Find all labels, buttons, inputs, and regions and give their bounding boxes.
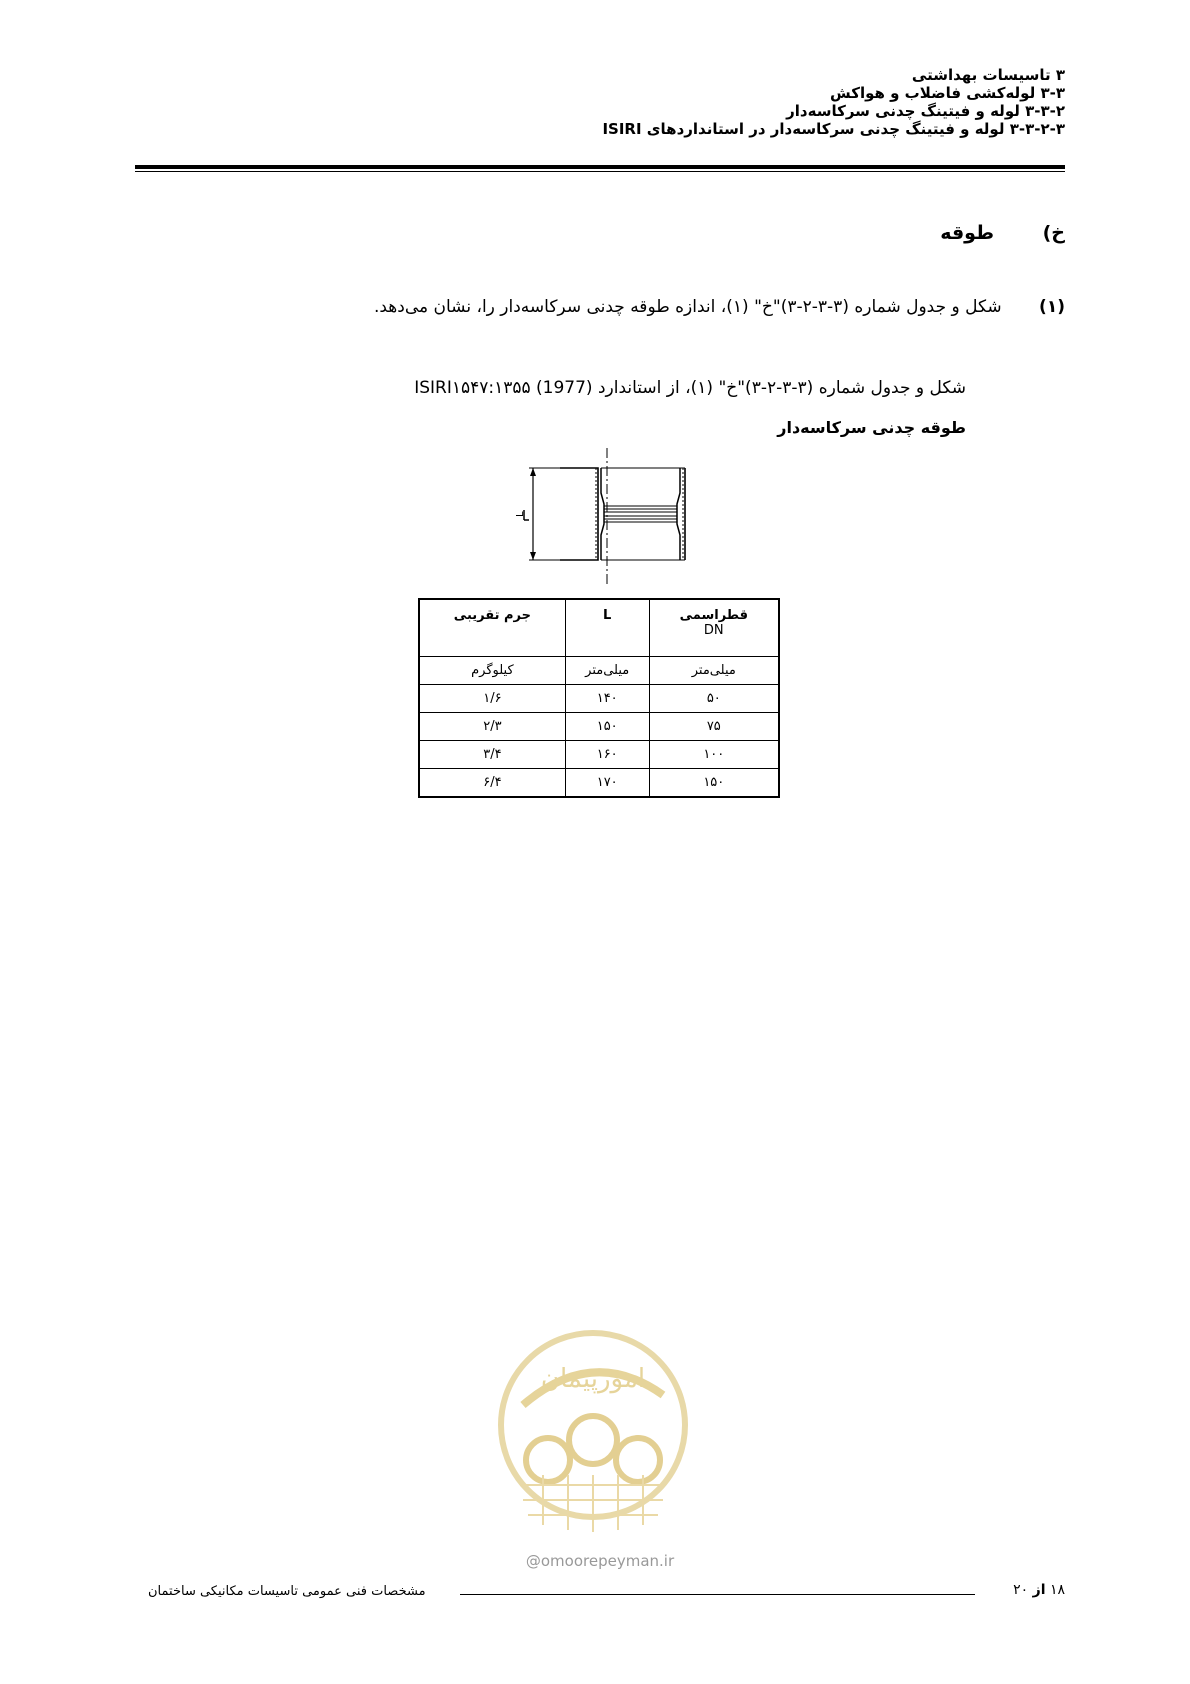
watermark-url: @omoorepeyman.ir — [525, 1552, 675, 1570]
footer-rule — [460, 1594, 975, 1595]
paragraph — [374, 297, 1065, 317]
table-header-row — [419, 599, 779, 657]
table-cell: ۱۴۰ — [565, 685, 649, 713]
page-current: ۱۸ — [1049, 1582, 1065, 1598]
page-number — [1013, 1582, 1065, 1598]
page-total: ۲۰ — [1013, 1582, 1029, 1598]
table-header-cell — [419, 599, 565, 657]
table-row — [419, 685, 779, 713]
footer-title: مشخصات فنی عمومی تاسیسات مکانیکی ساختمان — [148, 1584, 426, 1599]
table-cell: ۱/۶ — [419, 685, 565, 713]
table-row — [419, 741, 779, 769]
table-cell: ۱۰۰ — [649, 741, 779, 769]
table-units-row — [419, 657, 779, 685]
header-line-1: ۳ تاسیسات بهداشتی — [911, 66, 1065, 84]
table-cell: ۱۵۰ — [649, 769, 779, 798]
table-cell: ۱۷۰ — [565, 769, 649, 798]
table-cell: ۳/۴ — [419, 741, 565, 769]
table-header-cell — [649, 599, 779, 657]
header-l-label: L — [603, 608, 612, 623]
section-title: طوقه — [940, 222, 994, 244]
header-line-4: ۳-۳-۲-۳ لوله و فیتینگ چدنی سرکاسه‌دار در استانداردهای ISIRI — [602, 120, 1065, 138]
table-cell: ۶/۴ — [419, 769, 565, 798]
header-line-3: ۳-۳-۲ لوله و فیتینگ چدنی سرکاسه‌دار — [786, 102, 1065, 120]
table-cell: ۵۰ — [649, 685, 779, 713]
section-number: خ) — [1042, 222, 1065, 244]
header-rule-thick — [135, 165, 1065, 169]
header-rule-thin — [135, 171, 1065, 172]
table-cell: ۲/۳ — [419, 713, 565, 741]
table-row — [419, 769, 779, 798]
table-cell: ۷۵ — [649, 713, 779, 741]
page-header — [602, 66, 1065, 138]
paragraph-text: شکل و جدول شماره (۳-۳-۲-۳)"خ" (۱)، اندازه طوقه چدنی سرکاسه‌دار را، نشان می‌دهد. — [373, 297, 1002, 317]
header-dn-label: قطراسمی — [679, 608, 748, 623]
watermark-logo-text: امورپیمان — [540, 1364, 646, 1394]
figure-subcaption: طوقه چدنی سرکاسه‌دار — [777, 418, 966, 437]
watermark-logo — [493, 1325, 693, 1575]
figure-caption: شکل و جدول شماره (۳-۳-۲-۳)"خ" (۱)، از استاندارد (1977) ISIRI۱۵۴۷:۱۳۵۵ — [414, 378, 966, 398]
paragraph-number: (۱) — [1039, 297, 1065, 317]
page-of: از — [1032, 1582, 1046, 1598]
dimension-label: L — [515, 511, 526, 517]
section-heading — [940, 222, 1065, 244]
header-line-2: ۳-۳ لوله‌کشی فاضلاب و هواکش — [830, 84, 1065, 102]
table-cell: کیلوگرم — [419, 657, 565, 685]
socket-diagram — [515, 448, 695, 586]
table-cell: ۱۵۰ — [565, 713, 649, 741]
header-mass-label: جرم تقریبی — [453, 608, 531, 623]
dimension-table — [418, 598, 780, 798]
table-header-cell — [565, 599, 649, 657]
table-cell: میلی‌متر — [649, 657, 779, 685]
table-row — [419, 713, 779, 741]
header-dn-sub: DN — [703, 623, 724, 638]
table-cell: میلی‌متر — [565, 657, 649, 685]
table-cell: ۱۶۰ — [565, 741, 649, 769]
